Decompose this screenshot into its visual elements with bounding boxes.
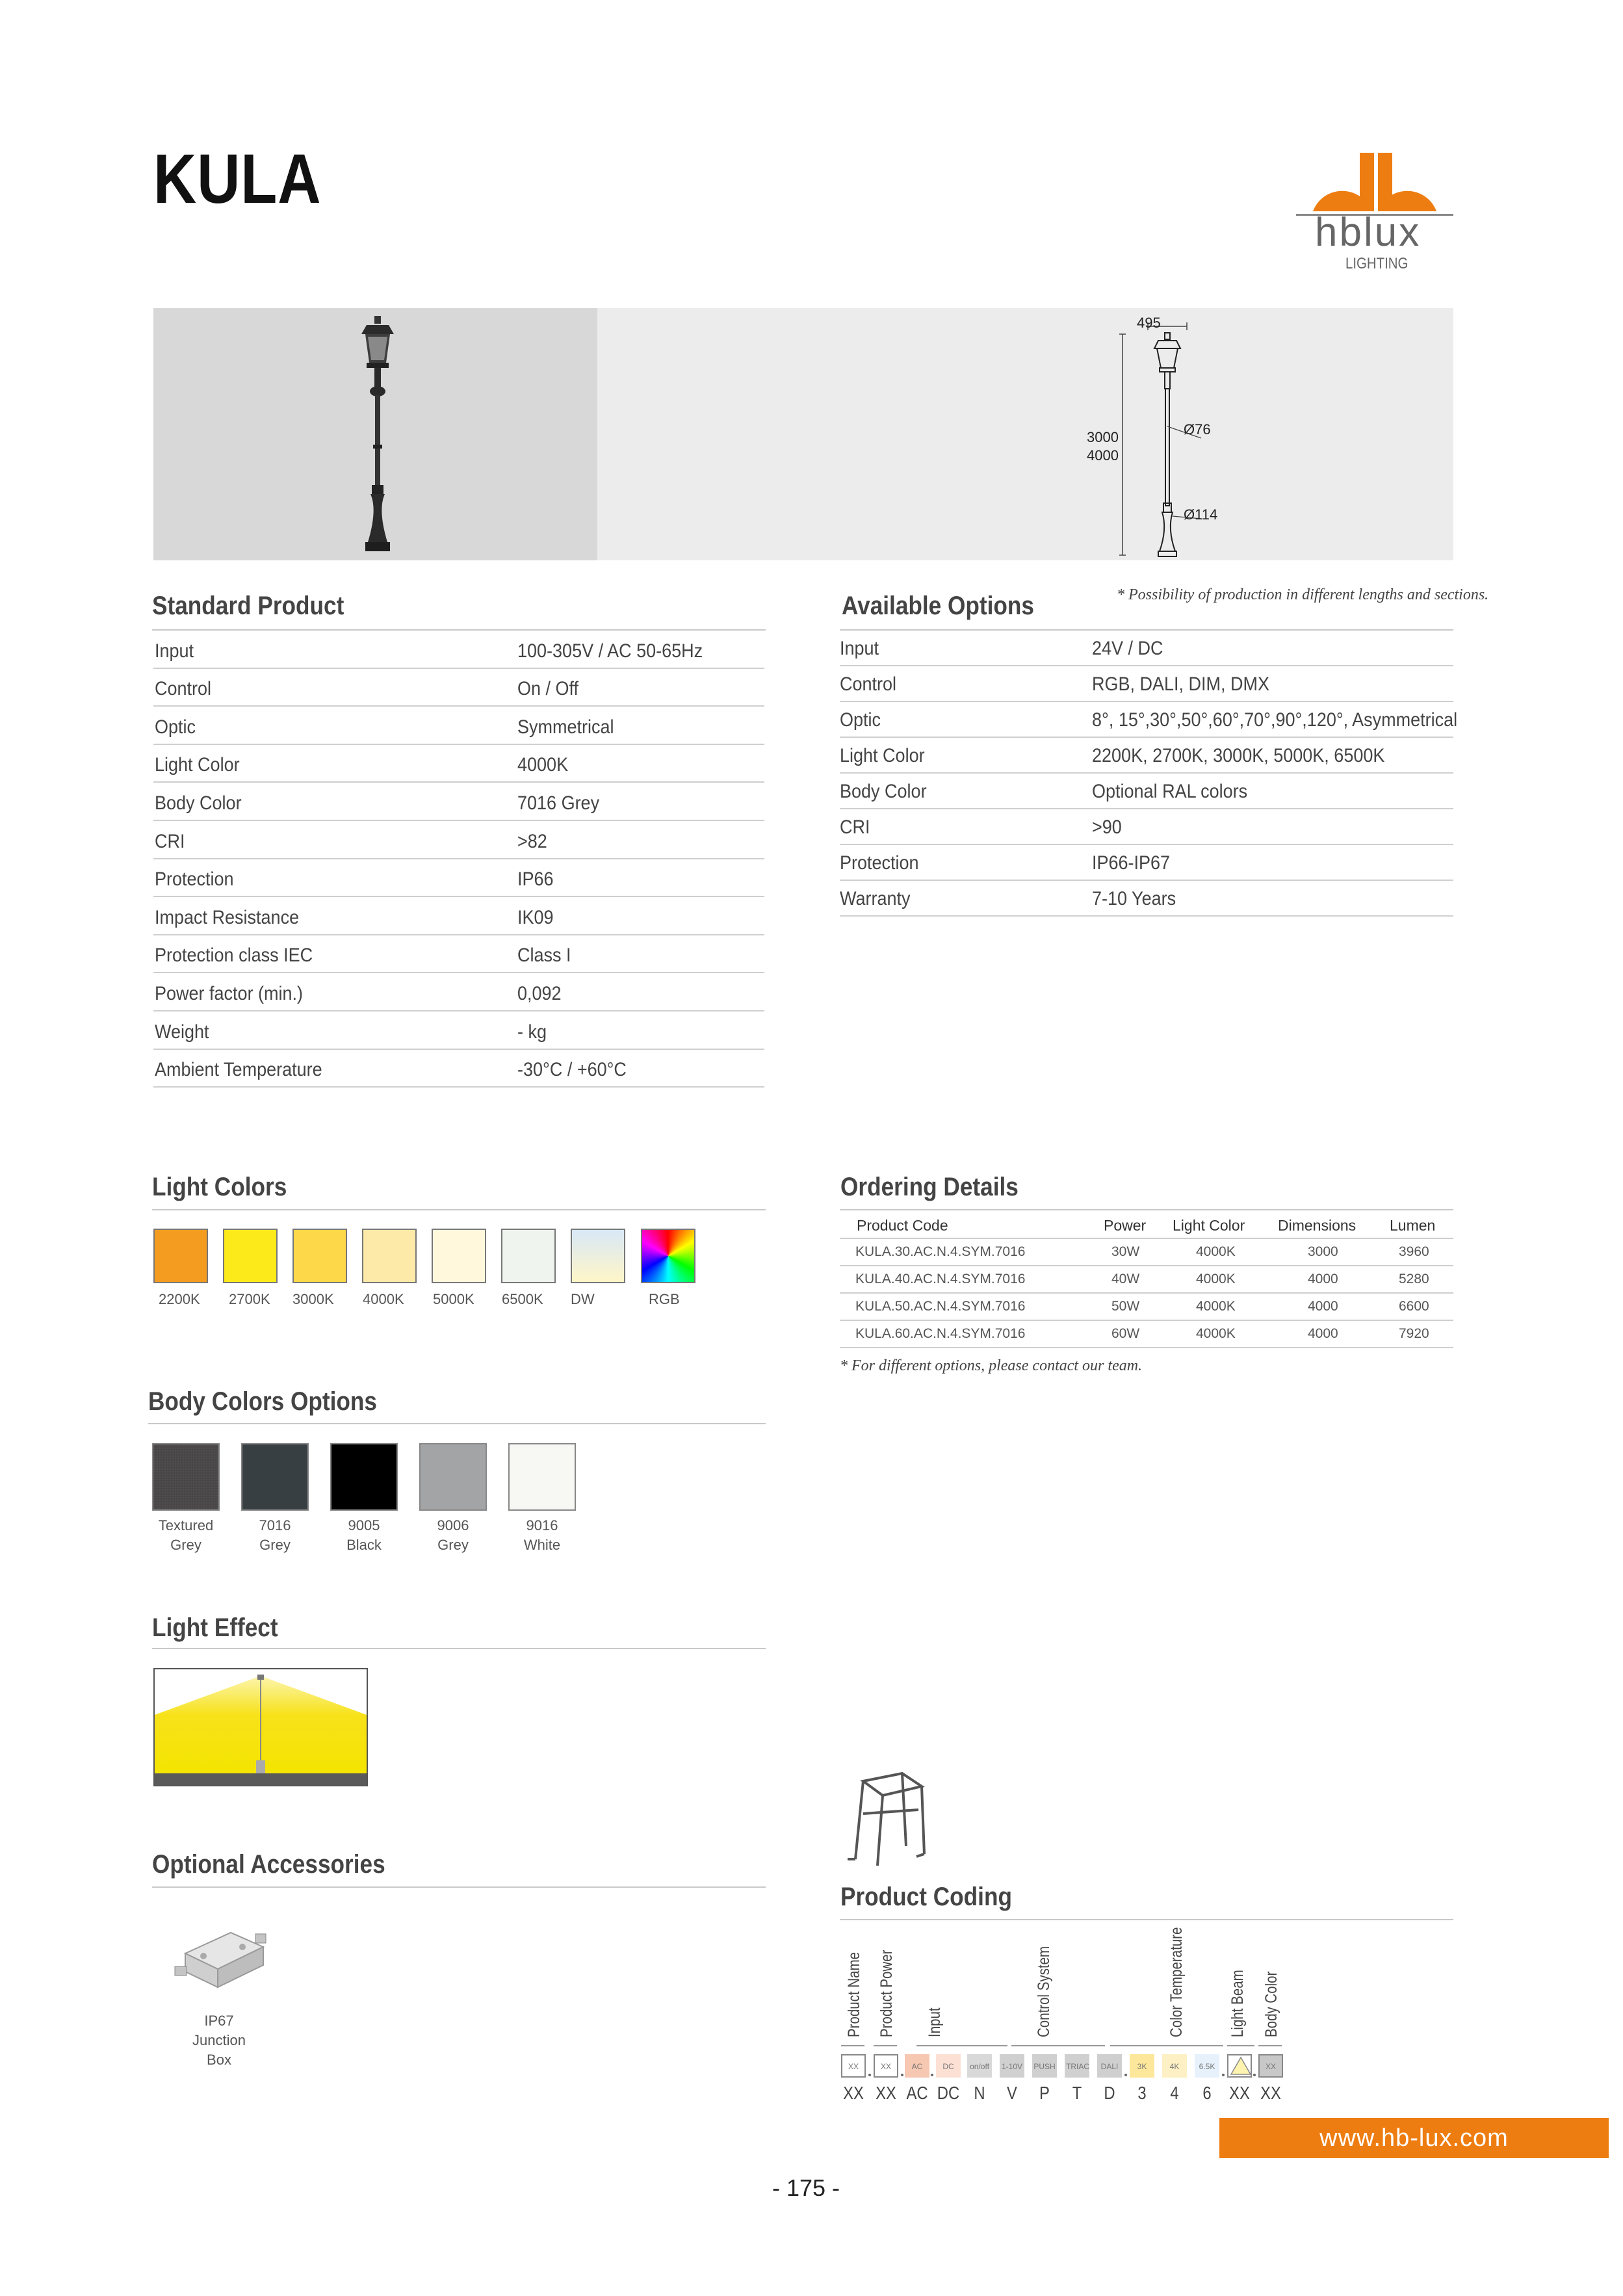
ordering-cell: 6600 — [1399, 1299, 1429, 1314]
junction-box-label-line1: IP67 — [204, 2013, 234, 2029]
junction-box-icon — [172, 1914, 270, 1999]
coding-option-box: 4K — [1162, 2054, 1187, 2078]
coding-option-box: on/off — [967, 2054, 992, 2078]
std-label: Power factor (min.) — [155, 982, 304, 1004]
coding-separator-dot — [1124, 2074, 1127, 2076]
coding-code: N — [974, 2083, 985, 2103]
coding-code: P — [1039, 2083, 1050, 2103]
body-colors-divider — [148, 1423, 766, 1424]
body-color-label-line2: Grey — [437, 1537, 469, 1553]
std-label: Control — [155, 678, 212, 700]
standard-product-heading: Standard Product — [152, 592, 344, 620]
ordering-header-cell: Lumen — [1390, 1217, 1436, 1234]
std-row — [153, 631, 764, 669]
coding-separator-dot — [1253, 2074, 1256, 2076]
body-colors-swatches — [152, 1443, 763, 1560]
ordering-cell: 4000 — [1308, 1272, 1338, 1286]
opt-value: >90 — [1092, 816, 1122, 838]
light-effect-heading: Light Effect — [152, 1613, 278, 1642]
coding-code: XX — [876, 2083, 896, 2103]
light-color-label: 2700K — [229, 1291, 270, 1307]
body-color-label-line1: 9016 — [526, 1517, 558, 1533]
coding-code: V — [1007, 2083, 1017, 2103]
coding-separator-dot — [868, 2074, 871, 2076]
ordering-cell: KULA.50.AC.N.4.SYM.7016 — [855, 1299, 1026, 1314]
coding-option-box: 3K — [1130, 2054, 1154, 2078]
ordering-cell: KULA.30.AC.N.4.SYM.7016 — [855, 1244, 1026, 1259]
std-label: Ambient Temperature — [155, 1059, 322, 1081]
light-colors-swatches — [153, 1229, 764, 1313]
ordering-header-cell: Light Color — [1173, 1217, 1245, 1234]
std-value: 0,092 — [517, 982, 562, 1004]
ordering-header-cell: Product Code — [857, 1217, 948, 1234]
website-banner[interactable]: www.hb-lux.com — [1219, 2118, 1609, 2158]
opt-value: Optional RAL colors — [1092, 781, 1248, 802]
std-value: On / Off — [517, 678, 579, 700]
coding-code: XX — [1229, 2083, 1250, 2103]
body-color-label-line2: Grey — [170, 1537, 201, 1553]
ordering-row-divider — [840, 1320, 1453, 1321]
ordering-cell: 3000 — [1308, 1244, 1338, 1259]
coding-code: 6 — [1202, 2083, 1212, 2103]
page-number: - 175 - — [772, 2174, 840, 2201]
coding-group-underline — [1258, 2045, 1282, 2046]
opt-row — [840, 881, 1453, 917]
std-row — [153, 783, 764, 821]
light-color-swatch — [362, 1229, 417, 1283]
body-color-swatch — [330, 1443, 398, 1511]
std-row — [153, 935, 764, 974]
body-color-label-line2: Black — [346, 1537, 382, 1553]
std-row — [153, 745, 764, 783]
body-color-label — [236, 1516, 314, 1555]
ordering-cell: 7920 — [1399, 1326, 1429, 1341]
light-colors-divider — [152, 1209, 766, 1210]
light-color-label: RGB — [649, 1291, 680, 1307]
coding-option-box: XX — [1258, 2054, 1283, 2078]
ordering-cell: KULA.40.AC.N.4.SYM.7016 — [855, 1272, 1026, 1286]
optional-accessories-heading: Optional Accessories — [152, 1850, 385, 1879]
dim-shaft: Ø76 — [1184, 421, 1211, 437]
logo-wordmark: hblux — [1315, 210, 1422, 255]
opt-label: Optic — [840, 709, 881, 731]
coding-separator-dot — [931, 2074, 933, 2076]
coding-group-underline — [1110, 2045, 1223, 2046]
ordering-note: * For different options, please contact our team. — [840, 1357, 1143, 1374]
ordering-cell: 5280 — [1399, 1272, 1429, 1286]
ordering-details-table — [840, 1210, 1453, 1347]
coding-group-underline — [874, 2045, 897, 2046]
ordering-cell: 4000K — [1196, 1244, 1236, 1259]
light-color-label: 2200K — [159, 1291, 200, 1307]
dim-base: Ø114 — [1184, 506, 1218, 523]
body-color-label-line1: 7016 — [259, 1517, 291, 1533]
light-color-swatch — [432, 1229, 486, 1283]
body-color-label-line1: Textured — [158, 1517, 214, 1533]
std-value: 4000K — [517, 754, 569, 776]
ordering-cell: 3960 — [1399, 1244, 1429, 1259]
coding-label: Control System — [1035, 1946, 1053, 2037]
coding-option-box: DC — [936, 2054, 961, 2078]
light-color-swatch — [571, 1229, 625, 1283]
optional-accessories-divider — [152, 1886, 766, 1888]
std-row — [153, 1050, 764, 1088]
coding-separator-dot — [1222, 2074, 1225, 2076]
coding-option-box: TRIAC — [1065, 2054, 1089, 2078]
light-color-swatch — [223, 1229, 278, 1283]
ordering-header-cell: Dimensions — [1278, 1217, 1357, 1234]
std-value: >82 — [517, 830, 547, 852]
coding-code: D — [1104, 2083, 1115, 2103]
product-image-banner — [153, 308, 1453, 560]
opt-label: Body Color — [840, 781, 927, 802]
std-row — [153, 1011, 764, 1050]
light-color-label: 6500K — [502, 1291, 543, 1307]
coding-code: DC — [937, 2083, 960, 2103]
ordering-cell: 4000K — [1196, 1299, 1236, 1314]
std-value: 100-305V / AC 50-65Hz — [517, 640, 703, 662]
coding-label: Color Temperature — [1167, 1927, 1186, 2037]
std-value: IK09 — [517, 906, 554, 928]
ordering-header-cell: Power — [1104, 1217, 1147, 1234]
body-color-label — [325, 1516, 403, 1555]
coding-group-underline — [841, 2045, 864, 2046]
opt-row — [840, 666, 1453, 702]
std-label: Weight — [155, 1021, 209, 1043]
coding-label: Input — [926, 2007, 944, 2037]
coding-label: Product Power — [877, 1950, 896, 2037]
light-color-swatch — [292, 1229, 347, 1283]
body-color-label — [503, 1516, 581, 1555]
light-effect-divider — [152, 1648, 766, 1649]
body-color-swatch — [152, 1443, 220, 1511]
ordering-cell: 4000K — [1196, 1272, 1236, 1286]
std-label: Optic — [155, 716, 196, 738]
ordering-cell: KULA.60.AC.N.4.SYM.7016 — [855, 1326, 1026, 1341]
opt-label: CRI — [840, 816, 870, 838]
std-value: -30°C / +60°C — [517, 1059, 627, 1081]
dim-height-1: 3000 — [1087, 429, 1119, 445]
std-row — [153, 821, 764, 859]
std-row — [153, 707, 764, 745]
opt-label: Warranty — [840, 888, 911, 909]
light-beam-icon — [1230, 2056, 1252, 2076]
opt-row — [840, 774, 1453, 809]
coding-code: 4 — [1170, 2083, 1179, 2103]
dim-width: 495 — [1137, 315, 1161, 331]
body-color-swatch — [508, 1443, 576, 1511]
junction-box-label — [183, 2011, 255, 2070]
body-color-label-line2: White — [523, 1537, 561, 1553]
opt-label: Control — [840, 673, 897, 695]
opt-row — [840, 845, 1453, 881]
coding-label: Light Beam — [1228, 1970, 1247, 2037]
lengths-note: * Possibility of production in different lengths and sections. — [1117, 586, 1489, 603]
light-color-swatch — [153, 1229, 208, 1283]
std-label: Impact Resistance — [155, 906, 300, 928]
std-row — [153, 973, 764, 1011]
opt-value: 7-10 Years — [1092, 888, 1176, 909]
coding-group-underline — [1011, 2045, 1105, 2046]
body-colors-heading: Body Colors Options — [148, 1387, 377, 1416]
std-label: Protection class IEC — [155, 945, 313, 967]
ordering-row-divider — [840, 1292, 1453, 1294]
body-color-label-line2: Grey — [259, 1537, 291, 1553]
junction-box-label-line2: Junction — [192, 2032, 246, 2048]
std-label: Body Color — [155, 792, 242, 814]
lamp-post-photo — [348, 315, 407, 555]
ordering-header-divider — [840, 1238, 1453, 1239]
ordering-details-heading: Ordering Details — [840, 1173, 1019, 1201]
opt-value: 8°, 15°,30°,50°,60°,70°,90°,120°, Asymmetrical — [1092, 709, 1458, 731]
opt-value: 2200K, 2700K, 3000K, 5000K, 6500K — [1092, 745, 1385, 766]
product-coding-diagram — [840, 1924, 1453, 2106]
ordering-cell: 50W — [1111, 1299, 1140, 1314]
std-value: - kg — [517, 1021, 547, 1043]
ordering-cell: 4000 — [1308, 1299, 1338, 1314]
opt-label: Protection — [840, 852, 919, 874]
body-color-label-line1: 9006 — [437, 1517, 469, 1533]
coding-option-box: AC — [905, 2054, 929, 2078]
opt-row — [840, 809, 1453, 845]
opt-row — [840, 738, 1453, 774]
light-color-swatch — [641, 1229, 695, 1283]
coding-separator-dot — [901, 2074, 903, 2076]
page-title: KULA — [153, 139, 322, 218]
ordering-cell: 40W — [1111, 1272, 1140, 1286]
body-color-swatch — [241, 1443, 309, 1511]
light-colors-heading: Light Colors — [152, 1173, 287, 1201]
std-label: Input — [155, 640, 194, 662]
std-value: 7016 Grey — [517, 792, 600, 814]
coding-option-box: PUSH — [1032, 2054, 1057, 2078]
ordering-cell: 4000K — [1196, 1326, 1236, 1341]
body-color-label — [414, 1516, 492, 1555]
light-color-label: 4000K — [363, 1291, 404, 1307]
std-label: CRI — [155, 830, 185, 852]
ordering-row-divider — [840, 1347, 1453, 1348]
coding-option-box: DALI — [1097, 2054, 1122, 2078]
std-value: IP66 — [517, 868, 554, 891]
light-color-label: 3000K — [292, 1291, 334, 1307]
product-coding-divider — [840, 1919, 1453, 1920]
std-value: Symmetrical — [517, 716, 614, 738]
body-color-label — [147, 1516, 225, 1555]
light-color-label: 5000K — [433, 1291, 474, 1307]
ordering-row-divider — [840, 1265, 1453, 1266]
coding-code: 3 — [1137, 2083, 1147, 2103]
std-row — [153, 669, 764, 707]
std-label: Light Color — [155, 754, 240, 776]
logo-subtitle: LIGHTING — [1345, 255, 1409, 272]
std-value: Class I — [517, 945, 571, 967]
coding-label: Body Color — [1262, 1971, 1280, 2037]
light-effect-diagram — [153, 1668, 368, 1786]
std-row — [153, 897, 764, 935]
coding-code: AC — [906, 2083, 928, 2103]
std-label: Protection — [155, 868, 234, 891]
coding-code: XX — [1260, 2083, 1281, 2103]
ordering-cell: 30W — [1111, 1244, 1140, 1259]
opt-value: IP66-IP67 — [1092, 852, 1171, 874]
coding-option-box: XX — [841, 2054, 866, 2078]
product-photo-panel — [153, 308, 597, 560]
light-color-label: DW — [571, 1291, 595, 1307]
coding-option-box: 1-10V — [1000, 2054, 1024, 2078]
coding-option-box: 6.5K — [1195, 2054, 1219, 2078]
available-options-heading: Available Options — [842, 592, 1035, 620]
body-color-label-line1: 9005 — [348, 1517, 380, 1533]
dim-height-2: 4000 — [1087, 447, 1119, 463]
junction-box-label-line3: Box — [207, 2052, 231, 2068]
ordering-cell: 60W — [1111, 1326, 1140, 1341]
ordering-cell: 4000 — [1308, 1326, 1338, 1341]
opt-value: RGB, DALI, DIM, DMX — [1092, 673, 1270, 695]
opt-row — [840, 702, 1458, 738]
coding-code: XX — [843, 2083, 864, 2103]
opt-label: Input — [840, 638, 879, 659]
opt-label: Light Color — [840, 745, 925, 766]
coding-group-underline — [1227, 2045, 1254, 2046]
body-color-swatch — [419, 1443, 487, 1511]
product-coding-heading: Product Coding — [840, 1883, 1012, 1911]
opt-value: 24V / DC — [1092, 638, 1163, 659]
coding-option-box: XX — [874, 2054, 898, 2078]
coding-code: T — [1072, 2083, 1082, 2103]
std-row — [153, 859, 764, 898]
mounting-bracket-icon — [844, 1768, 928, 1872]
light-color-swatch — [501, 1229, 556, 1283]
opt-row — [840, 631, 1453, 666]
coding-label: Product Name — [845, 1951, 863, 2037]
coding-group-underline — [916, 2045, 1007, 2046]
